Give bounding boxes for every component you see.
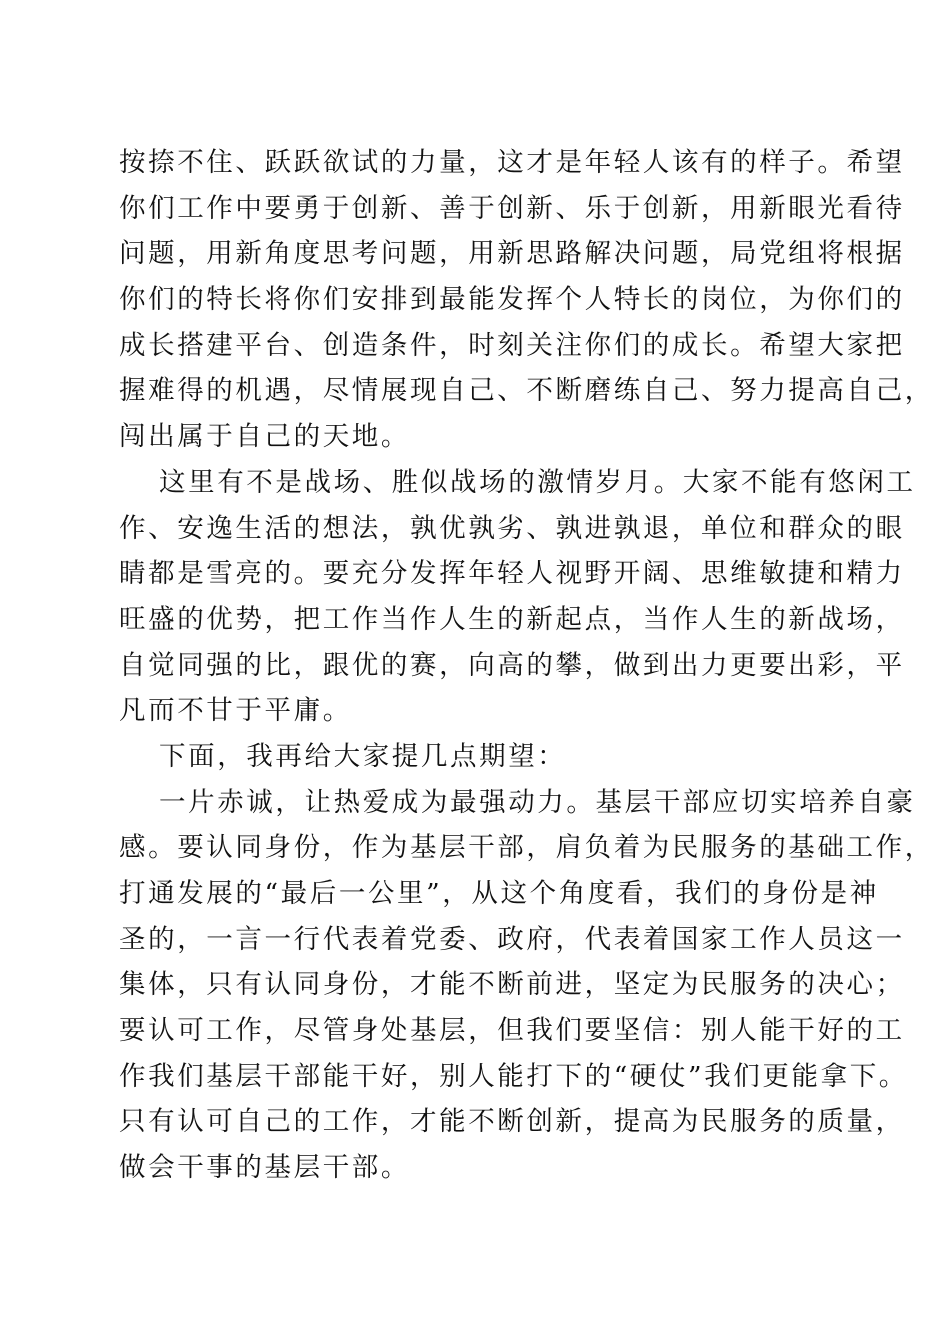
paragraph-start-line: 这里有不是战场、胜似战场的激情岁月。大家不能有悠闲工 [159, 466, 916, 498]
text-line: 成长搭建平台、创造条件，时刻关注你们的成长。希望大家把 [119, 329, 905, 361]
text-line: 只有认可自己的工作，才能不断创新，提高为民服务的质量， [119, 1106, 905, 1138]
text-line: 你们工作中要勇于创新、善于创新、乐于创新，用新眼光看待 [119, 192, 905, 224]
text-line: 凡而不甘于平庸。 [119, 695, 352, 727]
text-line: 打通发展的“最后一公里”，从这个角度看，我们的身份是神 [119, 878, 879, 909]
text-line: 旺盛的优势，把工作当作人生的新起点，当作人生的新战场， [119, 603, 905, 635]
text-line: 你们的特长将你们安排到最能发挥个人特长的岗位，为你们的 [119, 284, 905, 316]
text-line: 按捺不住、跃跃欲试的力量，这才是年轻人该有的样子。希望 [119, 147, 905, 178]
paragraph-start-line: 下面，我再给大家提几点期望： [159, 740, 567, 772]
text-line: 感。要认同身份，作为基层干部，肩负着为民服务的基础工作， [119, 832, 934, 864]
text-line: 作我们基层干部能干好，别人能打下的“硬仗”我们更能拿下。 [119, 1060, 908, 1092]
text-line: 闯出属于自己的天地。 [119, 421, 410, 453]
text-line: 圣的，一言一行代表着党委、政府，代表着国家工作人员这一 [119, 923, 905, 955]
text-line: 做会干事的基层干部。 [119, 1152, 410, 1184]
text-line: 要认可工作，尽管身处基层，但我们要坚信：别人能干好的工 [119, 1015, 905, 1047]
text-line: 问题，用新角度思考问题，用新思路解决问题，局党组将根据 [119, 238, 905, 270]
paragraph-start-line: 一片赤诚，让热爱成为最强动力。基层干部应切实培养自豪 [159, 786, 916, 818]
text-line: 自觉同强的比，跟优的赛，向高的攀，做到出力更要出彩，平 [119, 649, 905, 681]
text-line: 集体，只有认同身份，才能不断前进，坚定为民服务的决心； [119, 969, 905, 1001]
text-line: 睛都是雪亮的。要充分发挥年轻人视野开阔、思维敏捷和精力 [119, 558, 905, 590]
text-line: 作、安逸生活的想法，孰优孰劣、孰进孰退，单位和群众的眼 [119, 512, 905, 544]
text-line: 握难得的机遇，尽情展现自己、不断磨练自己、努力提高自己， [119, 375, 934, 407]
body-text [119, 140, 934, 1191]
